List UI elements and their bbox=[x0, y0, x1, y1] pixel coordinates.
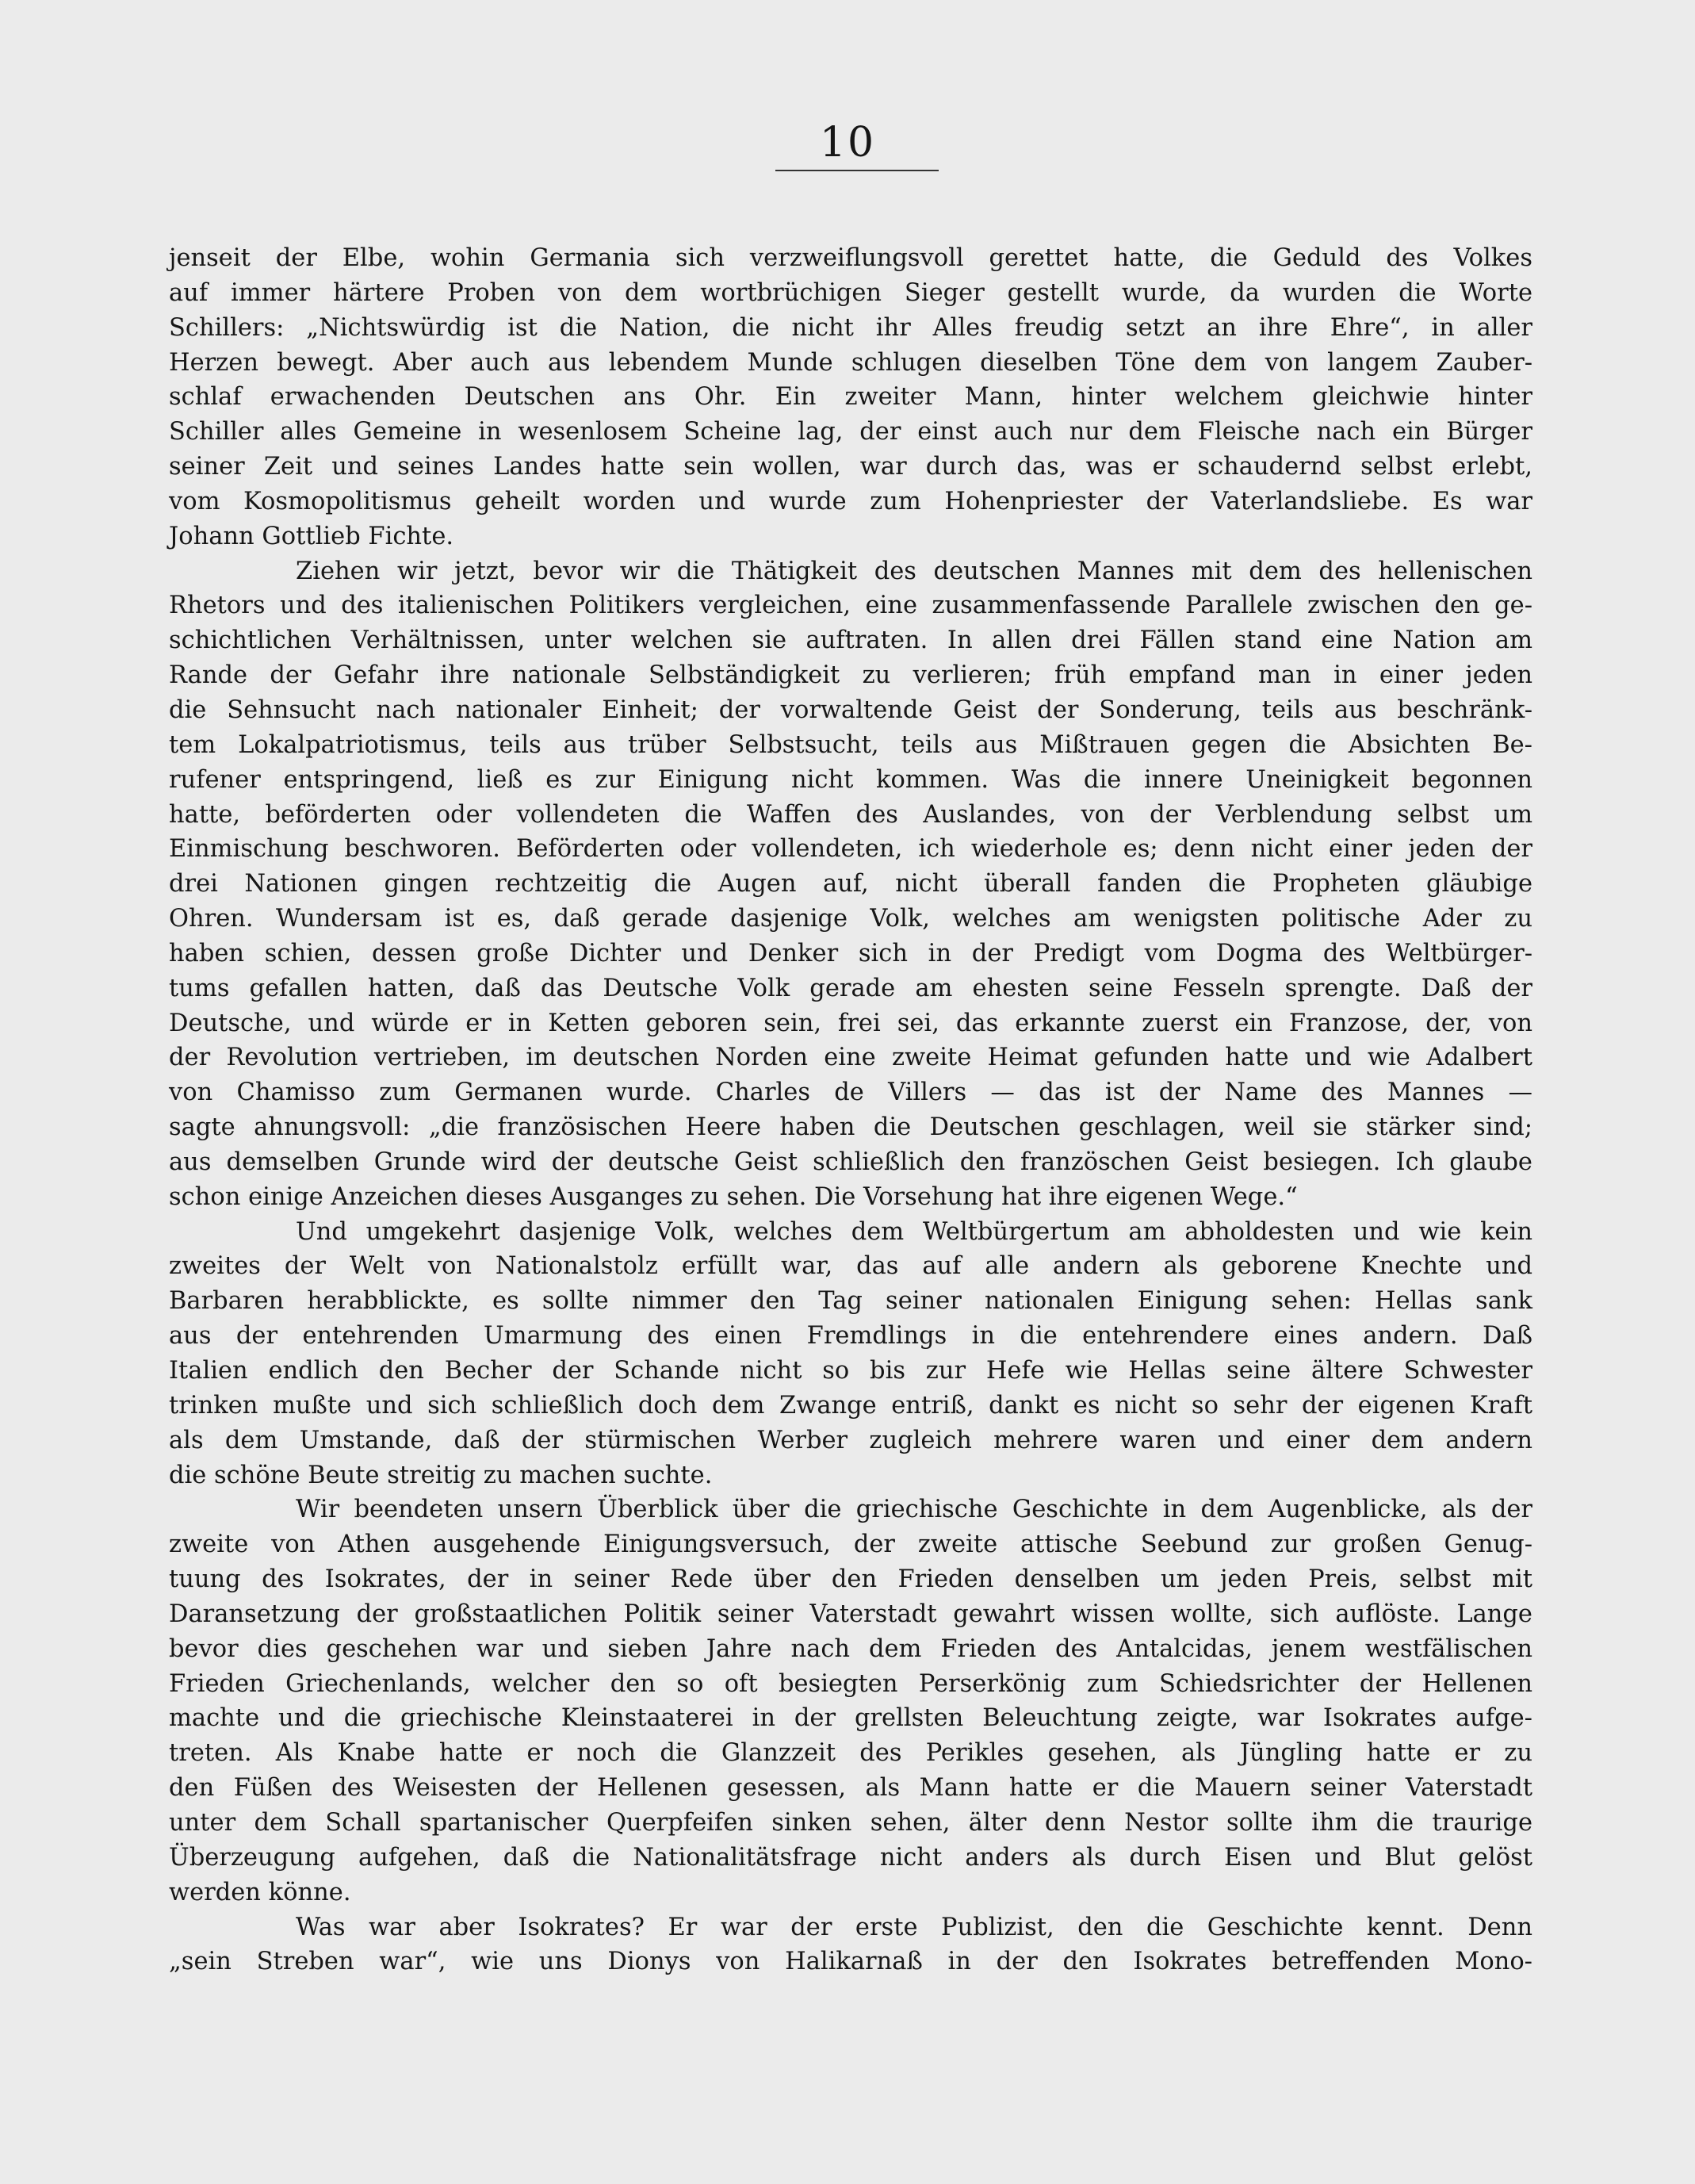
text-line: Wir beendeten unsern Überblick über die griechische Geschichte in dem Augenblicke, als der bbox=[296, 1496, 1532, 1524]
text-line: Barbaren herabblickte, es sollte nimmer den Tag seiner nationalen Einigung sehen: Hellas sank bbox=[169, 1287, 1532, 1316]
text-line: Daransetzung der großstaatlichen Politik seiner Vaterstadt gewahrt wissen wollte, sich auflöste. Lange bbox=[169, 1600, 1532, 1628]
text-line: Italien endlich den Becher der Schande nicht so bis zur Hefe wie Hellas seine ältere Schwester bbox=[169, 1357, 1532, 1385]
text-line: von Chamisso zum Germanen wurde. Charles de Villers — das ist der Name des Mannes — bbox=[169, 1079, 1532, 1107]
text-line: der Revolution vertrieben, im deutschen Norden eine zweite Heimat gefunden hatte und wie Adalbert bbox=[169, 1044, 1532, 1072]
text-line: haben schien, dessen große Dichter und Denker sich in der Predigt vom Dogma des Weltbürger- bbox=[169, 939, 1532, 967]
text-line: schichtlichen Verhältnissen, unter welchen sie auftraten. In allen drei Fällen stand eine Nation am bbox=[169, 626, 1532, 655]
text-line: tuung des Isokrates, der in seiner Rede über den Frieden denselben um jeden Preis, selbst mit bbox=[169, 1565, 1532, 1594]
text-line: unter dem Schall spartanischer Querpfeifen sinken sehen, älter denn Nestor sollte ihm die traurige bbox=[169, 1808, 1532, 1837]
text-line: machte und die griechische Kleinstaaterei in der grellsten Beleuchtung zeigte, war Isokrates aufge- bbox=[169, 1704, 1532, 1733]
text-line: die schöne Beute streitig zu machen suchte. bbox=[169, 1461, 713, 1489]
text-line: rufener entspringend, ließ es zur Einigung nicht kommen. Was die innere Uneinigkeit begonnen bbox=[169, 765, 1532, 794]
text-line: aus der entehrenden Umarmung des einen Fremdlings in die entehrendere eines andern. Daß bbox=[169, 1322, 1532, 1351]
text-line: trinken mußte und sich schließlich doch dem Zwange entriß, dankt es nicht so sehr der eigenen Kraft bbox=[169, 1391, 1532, 1420]
text-line: zweite von Athen ausgehende Einigungsversuch, der zweite attische Seebund zur großen Genug- bbox=[169, 1531, 1532, 1559]
text-line: sagte ahnungsvoll: „die französischen Heere haben die Deutschen geschlagen, weil sie stärker sind; bbox=[169, 1113, 1532, 1142]
text-line: Was war aber Isokrates? Er war der erste Publizist, den die Geschichte kennt. Denn bbox=[296, 1913, 1532, 1941]
text-line: treten. Als Knabe hatte er noch die Glanzzeit des Perikles gesehen, als Jüngling hatte er zu bbox=[169, 1739, 1532, 1768]
text-line: schon einige Anzeichen dieses Ausganges zu sehen. Die Vorsehung hat ihre eigenen Wege.“ bbox=[169, 1182, 1298, 1211]
text-line: Ohren. Wundersam ist es, daß gerade dasjenige Volk, welches am wenigsten politische Ader zu bbox=[169, 905, 1532, 933]
text-line: hatte, beförderten oder vollendeten die Waffen des Auslandes, von der Verblendung selbst um bbox=[169, 800, 1532, 829]
text-line: Johann Gottlieb Fichte. bbox=[169, 522, 454, 550]
text-line: tem Lokalpatriotismus, teils aus trüber Selbstsucht, teils aus Mißtrauen gegen die Absichten Be- bbox=[169, 730, 1532, 759]
text-line: bevor dies geschehen war und sieben Jahre nach dem Frieden des Antalcidas, jenem westfälischen bbox=[169, 1634, 1532, 1663]
text-line: zweites der Welt von Nationalstolz erfüllt war, das auf alle andern als geborene Knechte und bbox=[169, 1252, 1532, 1281]
text-line: jenseit der Elbe, wohin Germania sich verzweiflungsvoll gerettet hatte, die Geduld des Volkes bbox=[169, 244, 1532, 272]
text-line: vom Kosmopolitismus geheilt worden und wurde zum Hohenpriester der Vaterlandsliebe. Es war bbox=[169, 487, 1532, 515]
text-line: Einmischung beschworen. Beförderten oder vollendeten, ich wiederhole es; denn nicht einer jeden der bbox=[169, 835, 1532, 864]
text-line: Rhetors und des italienischen Politikers vergleichen, eine zusammenfassende Parallele zwischen den ge- bbox=[169, 592, 1532, 620]
text-line: Und umgekehrt dasjenige Volk, welches dem Weltbürgertum am abholdesten und wie kein bbox=[296, 1217, 1532, 1246]
page-number: 10 bbox=[819, 119, 876, 167]
text-line: drei Nationen gingen rechtzeitig die Augen auf, nicht überall fanden die Propheten gläubige bbox=[169, 870, 1532, 899]
text-line: Schiller alles Gemeine in wesenlosem Scheine lag, der einst auch nur dem Fleische nach ein Bürger bbox=[169, 418, 1532, 446]
text-line: die Sehnsucht nach nationaler Einheit; der vorwaltende Geist der Sonderung, teils aus beschränk- bbox=[169, 695, 1532, 724]
text-line: Frieden Griechenlands, welcher den so oft besiegten Perserkönig zum Schiedsrichter der Hellenen bbox=[169, 1669, 1532, 1698]
text-line: auf immer härtere Proben von dem wortbrüchigen Sieger gestellt wurde, da wurden die Worte bbox=[169, 278, 1532, 307]
text-line: Schillers: „Nichtswürdig ist die Nation, die nicht ihr Alles freudig setzt an ihre Ehre“, in aller bbox=[169, 313, 1532, 342]
text-line: Deutsche, und würde er in Ketten geboren sein, frei sei, das erkannte zuerst ein Franzose, der, von bbox=[169, 1009, 1532, 1037]
text-line: als dem Umstande, daß der stürmischen Werber zugleich mehrere waren und einer dem andern bbox=[169, 1426, 1532, 1454]
text-line: den Füßen des Weisesten der Hellenen gesessen, als Mann hatte er die Mauern seiner Vaterstadt bbox=[169, 1774, 1532, 1803]
text-line: seiner Zeit und seines Landes hatte sein wollen, war durch das, was er schaudernd selbst erlebt, bbox=[169, 453, 1532, 481]
text-line: Ziehen wir jetzt, bevor wir die Thätigkeit des deutschen Mannes mit dem des hellenischen bbox=[296, 557, 1532, 585]
text-line: schlaf erwachenden Deutschen ans Ohr. Ein zweiter Mann, hinter welchem gleichwie hinter bbox=[169, 383, 1532, 412]
text-line: aus demselben Grunde wird der deutsche Geist schließlich den französchen Geist besiegen. Ich glaube bbox=[169, 1148, 1532, 1176]
text-line: werden könne. bbox=[169, 1878, 351, 1906]
text-line: tums gefallen hatten, daß das Deutsche Volk gerade am ehesten seine Fesseln sprengte. Daß der bbox=[169, 974, 1532, 1002]
text-line: Herzen bewegt. Aber auch aus lebendem Munde schlugen dieselben Töne dem von langem Zauber- bbox=[169, 348, 1532, 377]
page-number-rule bbox=[775, 170, 939, 171]
text-line: „sein Streben war“, wie uns Dionys von Halikarnaß in der den Isokrates betreffenden Mono- bbox=[169, 1948, 1532, 1976]
body-text bbox=[169, 241, 1532, 1979]
text-line: Überzeugung aufgehen, daß die Nationalitätsfrage nicht anders als durch Eisen und Blut gelöst bbox=[169, 1843, 1532, 1872]
text-line: Rande der Gefahr ihre nationale Selbständigkeit zu verlieren; früh empfand man in einer jeden bbox=[169, 661, 1532, 690]
